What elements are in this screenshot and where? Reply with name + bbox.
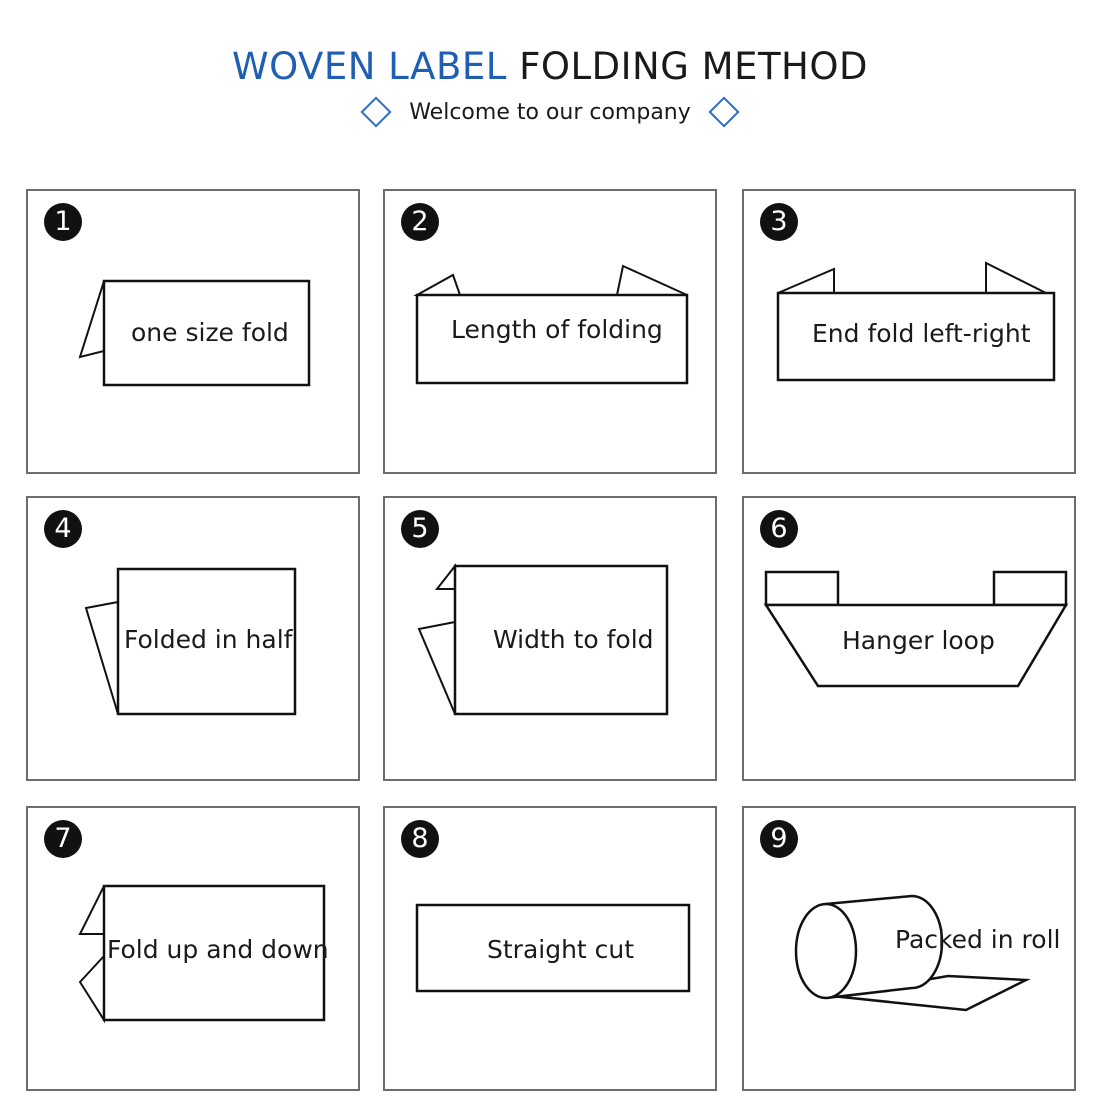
step-number-badge: 2 xyxy=(401,203,439,241)
step-panel-6 xyxy=(742,496,1076,781)
step-label: End fold left-right xyxy=(812,319,1031,348)
step-number-badge: 7 xyxy=(44,820,82,858)
step-panel-2 xyxy=(383,189,717,474)
step-number-badge: 8 xyxy=(401,820,439,858)
step-number-badge: 5 xyxy=(401,510,439,548)
step-panel-4 xyxy=(26,496,360,781)
step-panel-1 xyxy=(26,189,360,474)
title-highlight: WOVEN LABEL xyxy=(232,45,507,88)
step-number-badge: 1 xyxy=(44,203,82,241)
step-label: Folded in half xyxy=(124,625,293,654)
header xyxy=(0,40,1100,130)
title-rest: FOLDING METHOD xyxy=(519,45,868,88)
step-label: Straight cut xyxy=(487,935,635,964)
step-number-badge: 3 xyxy=(760,203,798,241)
subtitle: Welcome to our company xyxy=(409,99,691,125)
subtitle-row xyxy=(0,94,1100,130)
step-label: Length of folding xyxy=(451,315,663,344)
step-panel-5 xyxy=(383,496,717,781)
diamond-outline-icon xyxy=(708,96,739,127)
step-label: Hanger loop xyxy=(842,626,995,655)
step-panel-8 xyxy=(383,806,717,1091)
page-title xyxy=(0,40,1100,94)
step-number-badge: 9 xyxy=(760,820,798,858)
step-label: Width to fold xyxy=(493,625,654,654)
step-label: one size fold xyxy=(131,318,289,347)
step-number-badge: 6 xyxy=(760,510,798,548)
step-panel-7 xyxy=(26,806,360,1091)
step-number-badge: 4 xyxy=(44,510,82,548)
step-panel-9 xyxy=(742,806,1076,1091)
step-label: Fold up and down xyxy=(107,935,329,964)
diamond-outline-icon xyxy=(361,96,392,127)
step-panel-3 xyxy=(742,189,1076,474)
step-label: Packed in roll xyxy=(895,925,1061,954)
